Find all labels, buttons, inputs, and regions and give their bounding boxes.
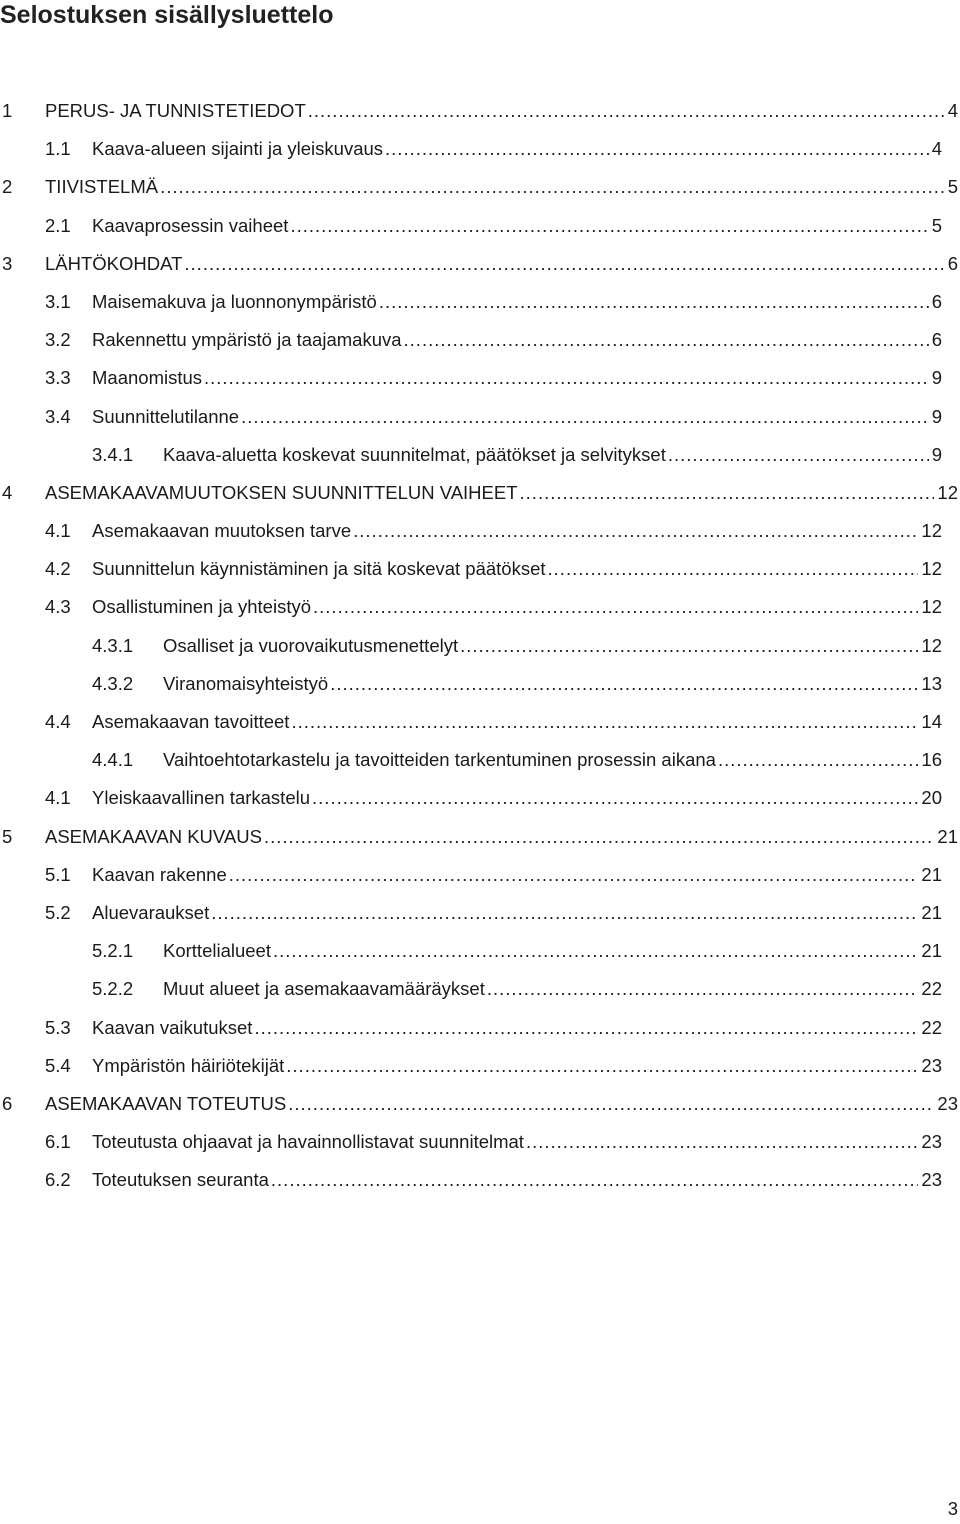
toc-entry-title: Korttelialueet bbox=[163, 932, 273, 970]
toc-dot-leader bbox=[264, 818, 934, 856]
toc-dot-leader bbox=[520, 474, 935, 512]
toc-dot-leader bbox=[204, 359, 929, 397]
toc-dot-leader bbox=[460, 627, 918, 665]
toc-dot-leader bbox=[229, 856, 919, 894]
toc-entry-title: Toteutusta ohjaavat ja havainnollistavat suunnitelmat bbox=[92, 1123, 526, 1161]
toc-entry-number: 4.3.1 bbox=[92, 634, 134, 656]
toc-entry-number: 4.3 bbox=[45, 596, 71, 618]
toc-dot-leader bbox=[291, 703, 918, 741]
toc-entry-number: 3.2 bbox=[45, 329, 71, 351]
toc-entry[interactable] bbox=[0, 856, 960, 894]
toc-entry-page: 12 bbox=[921, 596, 942, 618]
toc-entry-number: 5.2 bbox=[45, 901, 71, 923]
toc-dot-leader bbox=[404, 321, 929, 359]
toc-entry-page: 4 bbox=[947, 100, 958, 121]
toc-dot-leader bbox=[379, 283, 929, 321]
toc-entry-number: 3 bbox=[2, 252, 13, 274]
toc-entry-page: 21 bbox=[937, 825, 958, 847]
toc-dot-leader bbox=[526, 1123, 918, 1161]
toc-entry-number: 1 bbox=[2, 100, 13, 121]
toc-entry-page: 22 bbox=[921, 978, 942, 1000]
toc-entry-title: ASEMAKAAVAN TOTEUTUS bbox=[45, 1085, 288, 1123]
toc-entry-page: 20 bbox=[921, 787, 942, 809]
toc-entry-page: 12 bbox=[937, 481, 958, 503]
toc-entry-title: Suunnittelutilanne bbox=[92, 398, 241, 436]
toc-dot-leader bbox=[241, 398, 929, 436]
toc-entry-number: 2 bbox=[2, 176, 13, 198]
toc-entry-number: 4.1 bbox=[45, 787, 71, 809]
toc-entry-number: 5.3 bbox=[45, 1016, 71, 1038]
toc-entry[interactable] bbox=[0, 92, 960, 130]
toc-dot-leader bbox=[330, 665, 918, 703]
toc-entry-title: Kaava-aluetta koskevat suunnitelmat, päätökset ja selvitykset bbox=[163, 436, 668, 474]
toc-dot-leader bbox=[273, 932, 918, 970]
toc-entry-title: TIIVISTELMÄ bbox=[45, 168, 160, 206]
toc-entry-number: 4.4.1 bbox=[92, 749, 134, 771]
toc-entry[interactable] bbox=[0, 245, 960, 283]
toc-entry-title: Osalliset ja vuorovaikutusmenettelyt bbox=[163, 627, 460, 665]
toc-dot-leader bbox=[548, 550, 919, 588]
toc-entry-page: 6 bbox=[947, 252, 958, 274]
toc-entry[interactable] bbox=[0, 970, 960, 1008]
toc-entry-page: 4 bbox=[931, 138, 942, 160]
toc-entry-number: 5.1 bbox=[45, 863, 71, 885]
toc-entry[interactable] bbox=[0, 894, 960, 932]
toc-entry-number: 5 bbox=[2, 825, 13, 847]
toc-dot-leader bbox=[312, 779, 918, 817]
toc-entry-number: 4.4 bbox=[45, 711, 71, 732]
toc-dot-leader bbox=[308, 92, 945, 130]
toc-entry-page: 6 bbox=[931, 290, 942, 312]
toc-entry-number: 3.1 bbox=[45, 290, 71, 312]
toc-entry[interactable] bbox=[0, 741, 960, 779]
toc-entry-title: Maanomistus bbox=[92, 359, 204, 397]
toc-entry[interactable] bbox=[0, 283, 960, 321]
toc-entry-title: Muut alueet ja asemakaavamääräykset bbox=[163, 970, 487, 1008]
toc-entry-page: 21 bbox=[921, 940, 942, 962]
toc-entry-number: 3.4.1 bbox=[92, 443, 134, 465]
toc-entry[interactable] bbox=[0, 818, 960, 856]
toc-entry-title: Asemakaavan tavoitteet bbox=[92, 703, 291, 741]
toc-dot-leader bbox=[271, 1161, 919, 1199]
toc-entry-page: 5 bbox=[947, 176, 958, 198]
toc-entry-number: 6 bbox=[2, 1092, 13, 1114]
toc-entry-title: Toteutuksen seuranta bbox=[92, 1161, 271, 1199]
toc-entry-page: 12 bbox=[921, 558, 942, 580]
toc-entry-page: 16 bbox=[921, 749, 942, 771]
toc-entry[interactable] bbox=[0, 168, 960, 206]
toc-entry-number: 5.2.1 bbox=[92, 940, 134, 962]
toc-entry-page: 13 bbox=[921, 672, 942, 694]
toc-entry-page: 23 bbox=[921, 1131, 942, 1153]
toc-entry[interactable] bbox=[0, 1161, 960, 1199]
toc-entry-page: 9 bbox=[931, 443, 942, 465]
toc-entry-number: 4.2 bbox=[45, 558, 71, 580]
toc-entry[interactable] bbox=[0, 359, 960, 397]
toc-entry-title: Viranomaisyhteistyö bbox=[163, 665, 330, 703]
toc-entry-page: 6 bbox=[931, 329, 942, 351]
toc-dot-leader bbox=[313, 588, 918, 626]
toc-entry[interactable] bbox=[0, 703, 960, 741]
toc-entry-title: ASEMAKAAVAN KUVAUS bbox=[45, 818, 264, 856]
toc-entry-title: Kaavan vaikutukset bbox=[92, 1009, 254, 1047]
toc-entry-title: Suunnittelun käynnistäminen ja sitä koskevat päätökset bbox=[92, 550, 548, 588]
toc-entry-number: 6.2 bbox=[45, 1169, 71, 1191]
toc-entry-title: Kaava-alueen sijainti ja yleiskuvaus bbox=[92, 130, 385, 168]
toc-entry[interactable] bbox=[0, 550, 960, 588]
toc-entry[interactable] bbox=[0, 779, 960, 817]
toc-entry-title: Asemakaavan muutoksen tarve bbox=[92, 512, 353, 550]
toc-entry[interactable] bbox=[0, 398, 960, 436]
toc-entry[interactable] bbox=[0, 512, 960, 550]
toc-dot-leader bbox=[385, 130, 929, 168]
toc-entry-title: Rakennettu ympäristö ja taajamakuva bbox=[92, 321, 404, 359]
toc-entry-number: 4.1 bbox=[45, 520, 71, 542]
toc-dot-leader bbox=[668, 436, 929, 474]
toc-entry-title: Kaavan rakenne bbox=[92, 856, 229, 894]
toc-entry[interactable] bbox=[0, 436, 960, 474]
toc-entry-title: Vaihtoehtotarkastelu ja tavoitteiden tarkentuminen prosessin aikana bbox=[163, 741, 718, 779]
toc-entry-page: 22 bbox=[921, 1016, 942, 1038]
toc-entry-number: 4.3.2 bbox=[92, 672, 134, 694]
toc-entry-page: 21 bbox=[921, 863, 942, 885]
toc-entry-page: 5 bbox=[931, 214, 942, 236]
toc-entry[interactable] bbox=[0, 130, 960, 168]
toc-entry[interactable] bbox=[0, 1047, 960, 1085]
toc-entry-title: Kaavaprosessin vaiheet bbox=[92, 207, 290, 245]
toc-entry[interactable] bbox=[0, 207, 960, 245]
toc-entry-title: LÄHTÖKOHDAT bbox=[45, 245, 184, 283]
toc-entry-title: Maisemakuva ja luonnonympäristö bbox=[92, 283, 379, 321]
toc-entry-title: ASEMAKAAVAMUUTOKSEN SUUNNITTELUN VAIHEET bbox=[45, 474, 520, 512]
toc-entry[interactable] bbox=[0, 321, 960, 359]
toc-entry[interactable] bbox=[0, 1085, 960, 1123]
toc-entry-number: 5.4 bbox=[45, 1054, 71, 1076]
toc-dot-leader bbox=[290, 207, 928, 245]
toc-entry-number: 2.1 bbox=[45, 214, 71, 236]
page-number: 3 bbox=[947, 1498, 958, 1519]
toc-entry-page: 23 bbox=[921, 1054, 942, 1076]
toc-entry-page: 21 bbox=[921, 901, 942, 923]
toc-entry[interactable] bbox=[0, 665, 960, 703]
toc-entry-page: 23 bbox=[921, 1169, 942, 1191]
toc-dot-leader bbox=[718, 741, 918, 779]
toc-entry-page: 9 bbox=[931, 367, 942, 389]
toc-dot-leader bbox=[353, 512, 918, 550]
toc-entry-number: 3.4 bbox=[45, 405, 71, 427]
toc-entry-number: 6.1 bbox=[45, 1131, 71, 1153]
toc-entry-page: 12 bbox=[921, 520, 942, 542]
toc-entry[interactable] bbox=[0, 1009, 960, 1047]
toc-entry-title: Aluevaraukset bbox=[92, 894, 211, 932]
toc-entry-number: 4 bbox=[2, 481, 13, 503]
toc-dot-leader bbox=[160, 168, 945, 206]
toc-dot-leader bbox=[487, 970, 919, 1008]
toc-entry[interactable] bbox=[0, 1123, 960, 1161]
toc-entry-number: 5.2.2 bbox=[92, 978, 134, 1000]
toc-entry-page: 23 bbox=[937, 1092, 958, 1114]
toc-dot-leader bbox=[286, 1047, 918, 1085]
table-of-contents bbox=[0, 92, 960, 1199]
toc-entry[interactable] bbox=[0, 474, 960, 512]
toc-dot-leader bbox=[184, 245, 944, 283]
toc-entry-title: PERUS- JA TUNNISTETIEDOT bbox=[45, 92, 308, 130]
toc-entry[interactable] bbox=[0, 932, 960, 970]
toc-entry[interactable] bbox=[0, 627, 960, 665]
toc-entry-page: 12 bbox=[921, 634, 942, 656]
toc-dot-leader bbox=[211, 894, 918, 932]
toc-entry-number: 1.1 bbox=[45, 138, 71, 160]
toc-dot-leader bbox=[288, 1085, 934, 1123]
toc-entry-page: 9 bbox=[931, 405, 942, 427]
toc-entry-title: Osallistuminen ja yhteistyö bbox=[92, 588, 313, 626]
toc-entry-page: 14 bbox=[921, 711, 942, 732]
toc-dot-leader bbox=[254, 1009, 918, 1047]
toc-entry-number: 3.3 bbox=[45, 367, 71, 389]
toc-entry[interactable] bbox=[0, 588, 960, 626]
toc-entry-title: Ympäristön häiriötekijät bbox=[92, 1047, 286, 1085]
toc-entry-title: Yleiskaavallinen tarkastelu bbox=[92, 779, 312, 817]
page-title: Selostuksen sisällysluettelo bbox=[0, 1, 334, 29]
